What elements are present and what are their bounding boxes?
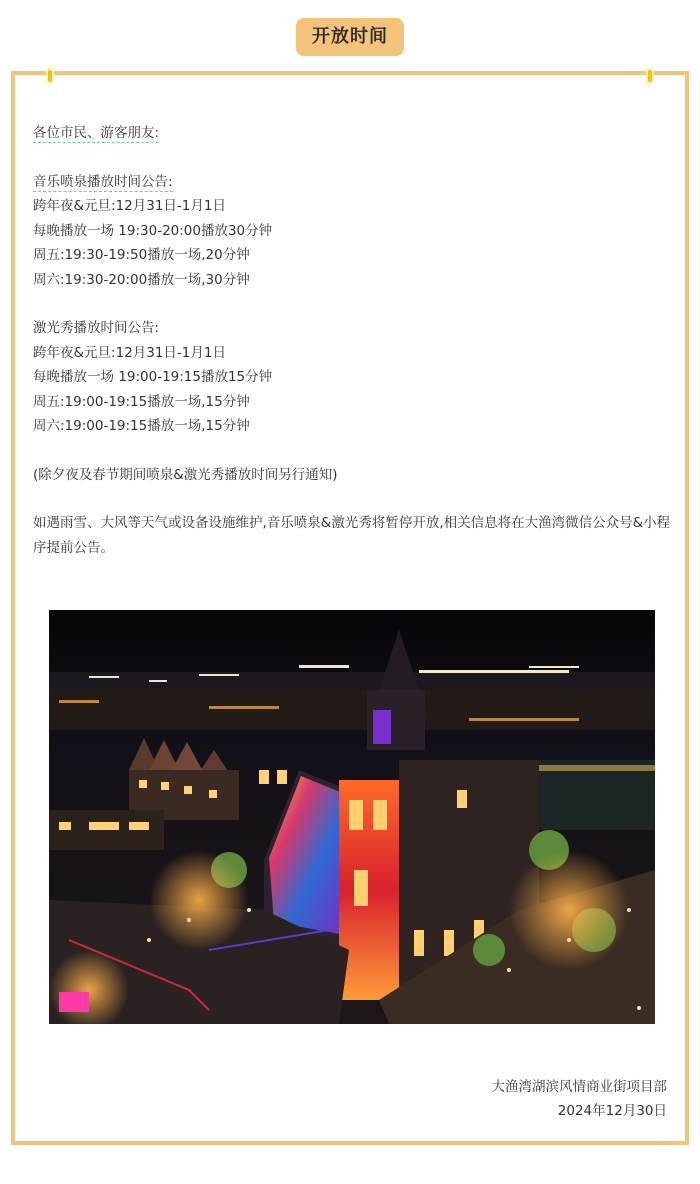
fountain-line: 每晚播放一场 19:30-20:00播放30分钟: [33, 222, 273, 239]
fountain-heading: 音乐喷泉播放时间公告:: [33, 173, 173, 190]
fountain-line: 跨年夜&元旦:12月31日-1月1日: [33, 198, 226, 214]
greeting: 各位市民、游客朋友:: [33, 125, 160, 141]
night-town-illustration: [49, 610, 655, 1024]
weather-notice: 如遇雨雪、大风等天气或设备设施维护,音乐喷泉&激光秀将暂停开放,相关信息将在大渔湾微信公众号&小程序提前公告。: [33, 515, 671, 556]
laser-heading: 激光秀播放时间公告:: [33, 320, 160, 336]
title-area: [0, 18, 700, 56]
page-title: 开放时间: [296, 18, 404, 56]
notice-card: [11, 71, 689, 1145]
pin-icon: [46, 68, 54, 84]
fountain-line: 周五:19:30-19:50播放一场,20分钟: [33, 247, 250, 263]
note: (除夕夜及春节期间喷泉&激光秀播放时间另行通知): [33, 466, 338, 483]
laser-line: 周六:19:00-19:15播放一场,15分钟: [33, 418, 250, 434]
signature-date: 2024年12月30日: [557, 1103, 667, 1119]
laser-line: 每晚播放一场 19:00-19:15播放15分钟: [33, 369, 273, 385]
notice-content: [33, 121, 673, 560]
signature-department: 大渔湾湖滨风情商业街项目部: [491, 1079, 667, 1095]
signature: [492, 1075, 668, 1123]
pin-icon: [646, 68, 654, 84]
fountain-line: 周六:19:30-20:00播放一场,30分钟: [33, 271, 250, 288]
night-view-image: [49, 610, 655, 1024]
laser-line: 跨年夜&元旦:12月31日-1月1日: [33, 344, 226, 361]
laser-line: 周五:19:00-19:15播放一场,15分钟: [33, 393, 250, 410]
